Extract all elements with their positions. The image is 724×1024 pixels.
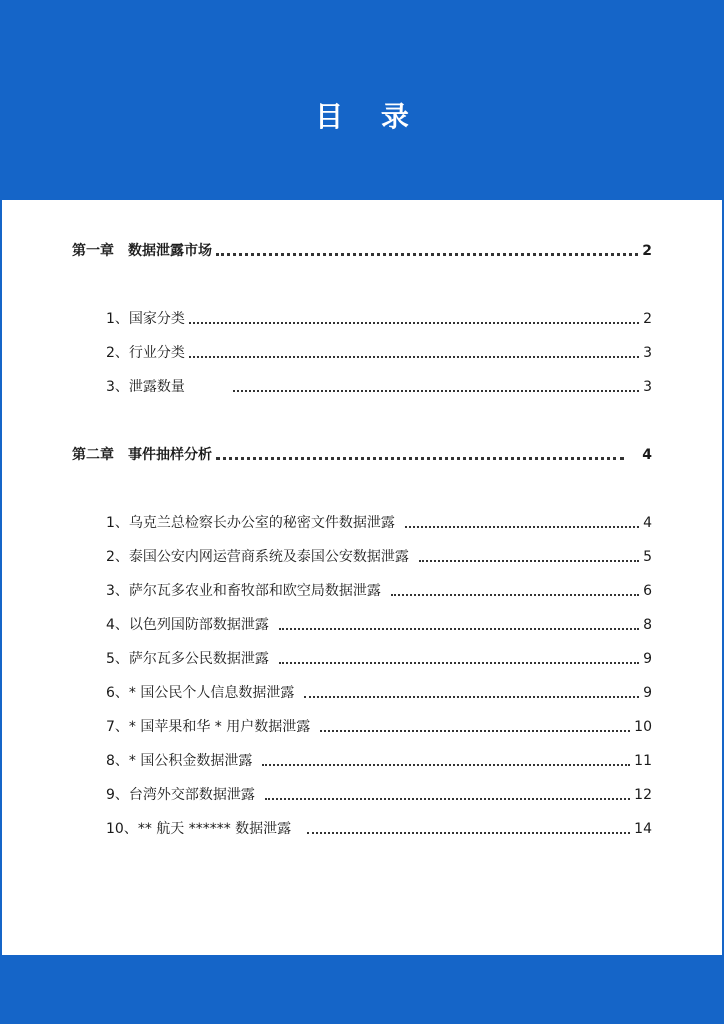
toc-item[interactable] — [106, 578, 652, 600]
dot-leader — [405, 512, 639, 528]
dot-leader — [262, 750, 630, 766]
toc-item-label: 1、乌克兰总检察长办公室的秘密文件数据泄露 — [106, 515, 395, 531]
toc-item[interactable] — [106, 816, 652, 838]
toc-page-number: 6 — [643, 583, 652, 599]
dot-leader — [189, 342, 639, 358]
toc-page-number: 12 — [634, 787, 652, 803]
page-title: 目 录 — [315, 100, 423, 133]
toc-chapter-2[interactable] — [72, 442, 652, 464]
toc-item-label: 8、* 国公积金数据泄露 — [106, 753, 253, 769]
toc-item-label: 9、台湾外交部数据泄露 — [106, 787, 255, 803]
toc-page-number: 14 — [634, 821, 652, 837]
toc-page-number: 5 — [643, 549, 652, 565]
toc-item[interactable] — [106, 714, 652, 736]
toc-item[interactable] — [106, 544, 652, 566]
toc-page-number: 11 — [634, 753, 652, 769]
footer-band — [0, 955, 724, 1024]
dot-leader — [320, 716, 630, 732]
toc-chapter-label: 第二章 事件抽样分析 — [72, 447, 212, 463]
toc-page-number: 2 — [643, 311, 652, 327]
toc-page-number: 9 — [643, 685, 652, 701]
toc-item-label: 4、以色列国防部数据泄露 — [106, 617, 269, 633]
toc-page-number: 3 — [643, 379, 652, 395]
dot-leader — [233, 376, 639, 392]
toc-page-number: 10 — [634, 719, 652, 735]
toc-item[interactable] — [106, 646, 652, 668]
toc-item[interactable] — [106, 748, 652, 770]
dot-leader — [216, 443, 624, 460]
toc-item-label: 3、泄露数量 — [106, 379, 185, 395]
dot-leader — [279, 648, 639, 664]
toc-item[interactable] — [106, 374, 652, 396]
toc-page-number: 9 — [643, 651, 652, 667]
dot-leader — [279, 614, 639, 630]
toc-item[interactable] — [106, 306, 652, 328]
toc-item-label: 2、行业分类 — [106, 345, 185, 361]
dot-leader — [307, 818, 630, 834]
dot-leader — [391, 580, 639, 596]
toc-chapter-label: 第一章 数据泄露市场 — [72, 243, 212, 259]
toc-item-label: 6、* 国公民个人信息数据泄露 — [106, 685, 295, 701]
dot-leader — [216, 239, 638, 256]
toc-item-label: 1、国家分类 — [106, 311, 185, 327]
dot-leader — [419, 546, 639, 562]
toc-page-number: 8 — [643, 617, 652, 633]
toc-item-label: 2、泰国公安内网运营商系统及泰国公安数据泄露 — [106, 549, 409, 565]
dot-leader — [304, 682, 639, 698]
dot-leader — [189, 308, 639, 324]
toc-page-number: 3 — [643, 345, 652, 361]
toc-item[interactable] — [106, 680, 652, 702]
toc-page-number: 4 — [642, 447, 652, 463]
toc-item[interactable] — [106, 612, 652, 634]
toc-item[interactable] — [106, 510, 652, 532]
toc-chapter-1[interactable] — [72, 238, 652, 260]
toc-item-label: 3、萨尔瓦多农业和畜牧部和欧空局数据泄露 — [106, 583, 381, 599]
dot-leader — [265, 784, 630, 800]
toc-item-label: 7、* 国苹果和华 * 用户数据泄露 — [106, 719, 311, 735]
toc-item-label: 10、** 航天 ****** 数据泄露 — [106, 821, 292, 837]
toc-item[interactable] — [106, 340, 652, 362]
toc-page-number: 4 — [643, 515, 652, 531]
toc-page-number: 2 — [642, 243, 652, 259]
toc-item[interactable] — [106, 782, 652, 804]
toc-item-label: 5、萨尔瓦多公民数据泄露 — [106, 651, 269, 667]
